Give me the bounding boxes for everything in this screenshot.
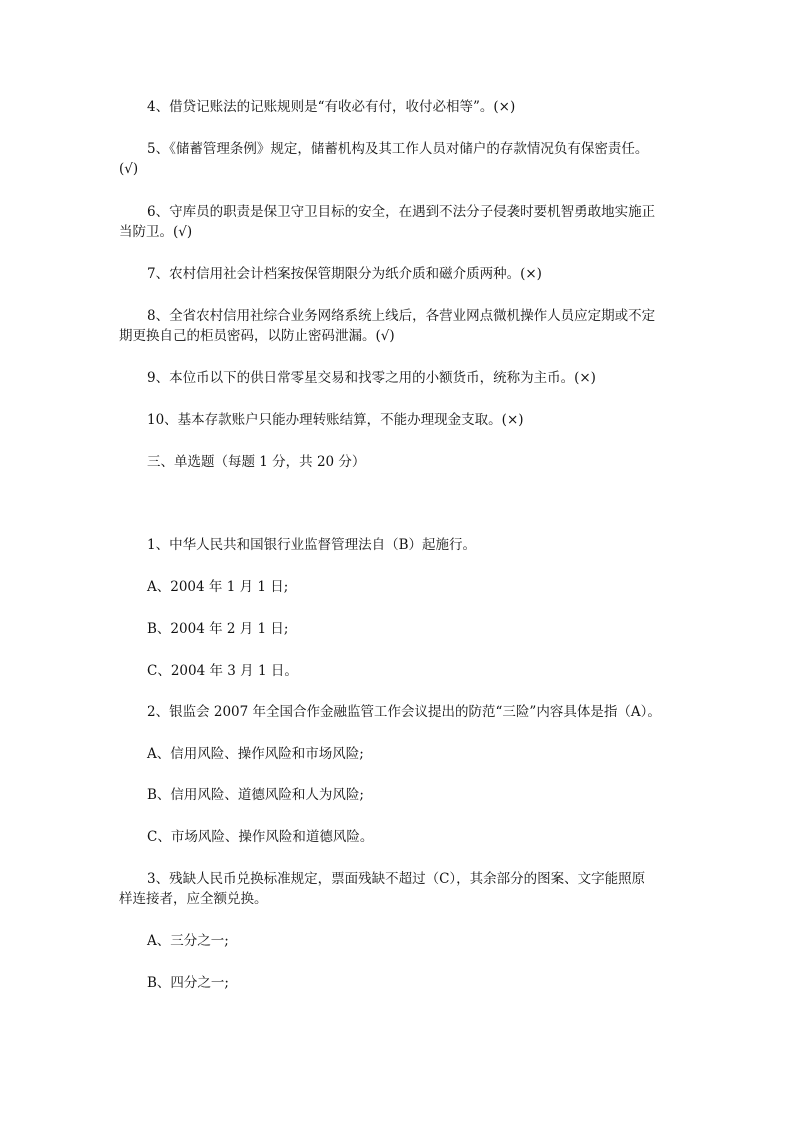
question-1-option-b: B、2004 年 2 月 1 日;	[147, 621, 289, 637]
judgment-item-8: 8、全省农村信用社综合业务网络系统上线后，各营业网点微机操作人员应定期或不定	[147, 308, 656, 324]
judgment-item-6: 6、守库员的职责是保卫守卫目标的安全，在遇到不法分子侵袭时要机智勇敢地实施正	[147, 204, 656, 220]
question-2-option-b: B、信用风险、道德风险和人为风险;	[147, 787, 364, 803]
question-3-cont: 样连接者，应全额兑换。	[119, 891, 268, 907]
question-2: 2、银监会 2007 年全国合作金融监管工作会议提出的防范“三险”内容具体是指（A）。	[147, 704, 661, 720]
judgment-item-8-cont: 期更换自己的柜员密码，以防止密码泄漏。(√)	[119, 328, 395, 344]
question-3-option-b: B、四分之一;	[147, 975, 229, 991]
judgment-item-9: 9、本位币以下的供日常零星交易和找零之用的小额货币，统称为主币。(×)	[147, 370, 596, 386]
judgment-item-6-cont: 当防卫。(√)	[119, 224, 193, 240]
judgment-item-5-answer: (√)	[119, 161, 139, 177]
judgment-item-4: 4、借贷记账法的记账规则是“有收必有付，收付必相等”。(×)	[147, 99, 516, 115]
question-1-option-a: A、2004 年 1 月 1 日;	[147, 579, 289, 595]
question-3-option-a: A、三分之一;	[147, 933, 229, 949]
judgment-item-10: 10、基本存款账户只能办理转账结算，不能办理现金支取。(×)	[147, 412, 524, 428]
question-2-option-a: A、信用风险、操作风险和市场风险;	[147, 746, 364, 762]
judgment-item-7: 7、农村信用社会计档案按保管期限分为纸介质和磁介质两种。(×)	[147, 266, 542, 282]
question-2-option-c: C、市场风险、操作风险和道德风险。	[147, 829, 374, 845]
judgment-item-5: 5、《储蓄管理条例》规定，储蓄机构及其工作人员对储户的存款情况负有保密责任。	[147, 141, 649, 157]
question-1: 1、中华人民共和国银行业监督管理法自（B）起施行。	[147, 537, 477, 553]
section-heading-single-choice: 三、单选题（每题 1 分，共 20 分）	[147, 454, 366, 470]
question-1-option-c: C、2004 年 3 月 1 日。	[147, 663, 298, 679]
question-3: 3、残缺人民币兑换标准规定，票面残缺不超过（C），其余部分的图案、文字能照原	[147, 871, 646, 887]
